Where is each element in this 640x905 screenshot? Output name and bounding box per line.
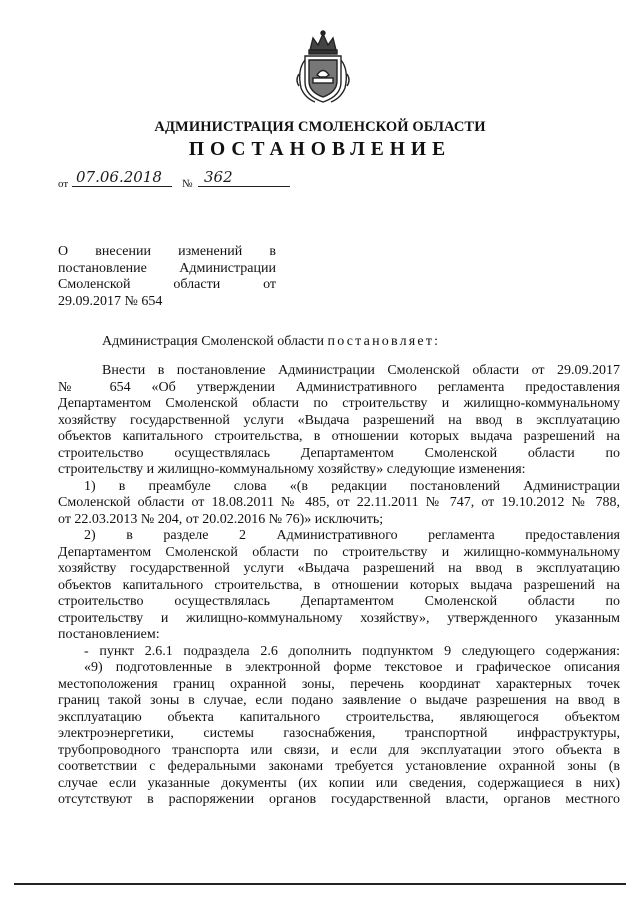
date-prefix: от <box>58 178 69 190</box>
body-line: строительство осуществлялась Департаментом Смоленской области по <box>58 594 620 609</box>
body-line: Смоленской области от 18.08.2011 № 485, от 22.11.2011 № 747, от 19.10.2012 № 788, <box>58 495 620 510</box>
body-line: строительству и жилищно-коммунальному хозяйству» следующие изменения: <box>58 462 526 477</box>
body-line: от 22.03.2013 № 204, от 20.02.2016 № 76)» исключить; <box>58 511 384 527</box>
intro-lead: Администрация Смоленской области <box>102 334 325 349</box>
date-value: 07.06.2018 <box>76 168 162 186</box>
body-line: эксплуатацию объекта капитального строительства, являющегося объектом <box>58 709 620 725</box>
document-type-title: ПОСТАНОВЛЕНИЕ <box>188 139 452 160</box>
subject-line: 29.09.2017 № 654 <box>58 293 163 309</box>
body-line: отсутствуют в распоряжении органов государственной власти, органов местного <box>58 792 620 807</box>
body-line: Департаментом Смоленской области по строительству и жилищно-коммунальному <box>58 544 620 560</box>
body-line: «9) подготовленные в электронной форме текстовое и графическое описания <box>84 660 620 675</box>
body-line: электроэнергетики, системы газоснабжения, транспортной инфраструктуры, <box>58 726 620 741</box>
body-line: хозяйству государственной услуги «Выдача разрешений на ввод в эксплуатацию <box>58 561 620 576</box>
number-underline <box>198 186 290 187</box>
resolution-intro <box>102 334 440 350</box>
subject-line: Смоленской области от <box>58 277 276 292</box>
body-line: объектов капитального строительства, в отношении которых выдача разрешений на <box>58 429 620 444</box>
body-line: границ такой зоны в случае, если подано заявление о выдаче разрешения на ввод в <box>58 693 620 708</box>
subject-line: О внесении изменений в <box>58 244 276 259</box>
number-prefix: № <box>182 178 193 190</box>
body-line: местоположения границ охранной зоны, перечень координат характерных точек <box>58 676 620 692</box>
body-line: строительству и жилищно-коммунальному хозяйству», утвержденного указанным <box>58 610 620 626</box>
subject-line: постановление Администрации <box>58 260 276 276</box>
date-number-line <box>58 170 298 192</box>
organization-title: АДМИНИСТРАЦИЯ СМОЛЕНСКОЙ ОБЛАСТИ <box>154 119 486 135</box>
date-underline <box>72 186 172 187</box>
body-line: - пункт 2.6.1 подраздела 2.6 дополнить подпунктом 9 следующего содержания: <box>84 643 620 659</box>
coat-of-arms-emblem <box>293 30 353 106</box>
body-line: 1) в преамбуле слова «(в редакции постановлений Администрации <box>84 478 620 494</box>
body-line: случае если указанные документы (их копии или сведения, содержащиеся в них) <box>58 775 620 791</box>
body-line: хозяйству государственной услуги «Выдача разрешений на ввод в эксплуатацию <box>58 412 620 428</box>
intro-resolves: постановляет: <box>327 334 441 349</box>
body-line: № 654 «Об утверждении Административного регламента предоставления <box>58 379 620 395</box>
subject-block <box>58 244 276 310</box>
document-body <box>58 363 620 809</box>
body-line: объектов капитального строительства, в отношении которых выдача разрешений на <box>58 577 620 593</box>
body-line: постановлением: <box>58 627 160 642</box>
page-bottom-rule <box>14 883 626 885</box>
number-value: 362 <box>204 168 233 186</box>
body-line: Департаментом Смоленской области по строительству и жилищно-коммунальному <box>58 396 620 411</box>
body-line: соответствии с федеральными законами требуется установление охранной зоны (в <box>58 759 620 774</box>
body-line: 2) в разделе 2 Административного регламента предоставления <box>84 528 620 543</box>
body-line: строительство осуществлялась Департаментом Смоленской области по <box>58 445 620 461</box>
body-line: трубопроводного транспорта или связи, и если для эксплуатации этого объекта в <box>58 742 620 758</box>
body-line: Внести в постановление Администрации Смоленской области от 29.09.2017 <box>102 363 620 378</box>
